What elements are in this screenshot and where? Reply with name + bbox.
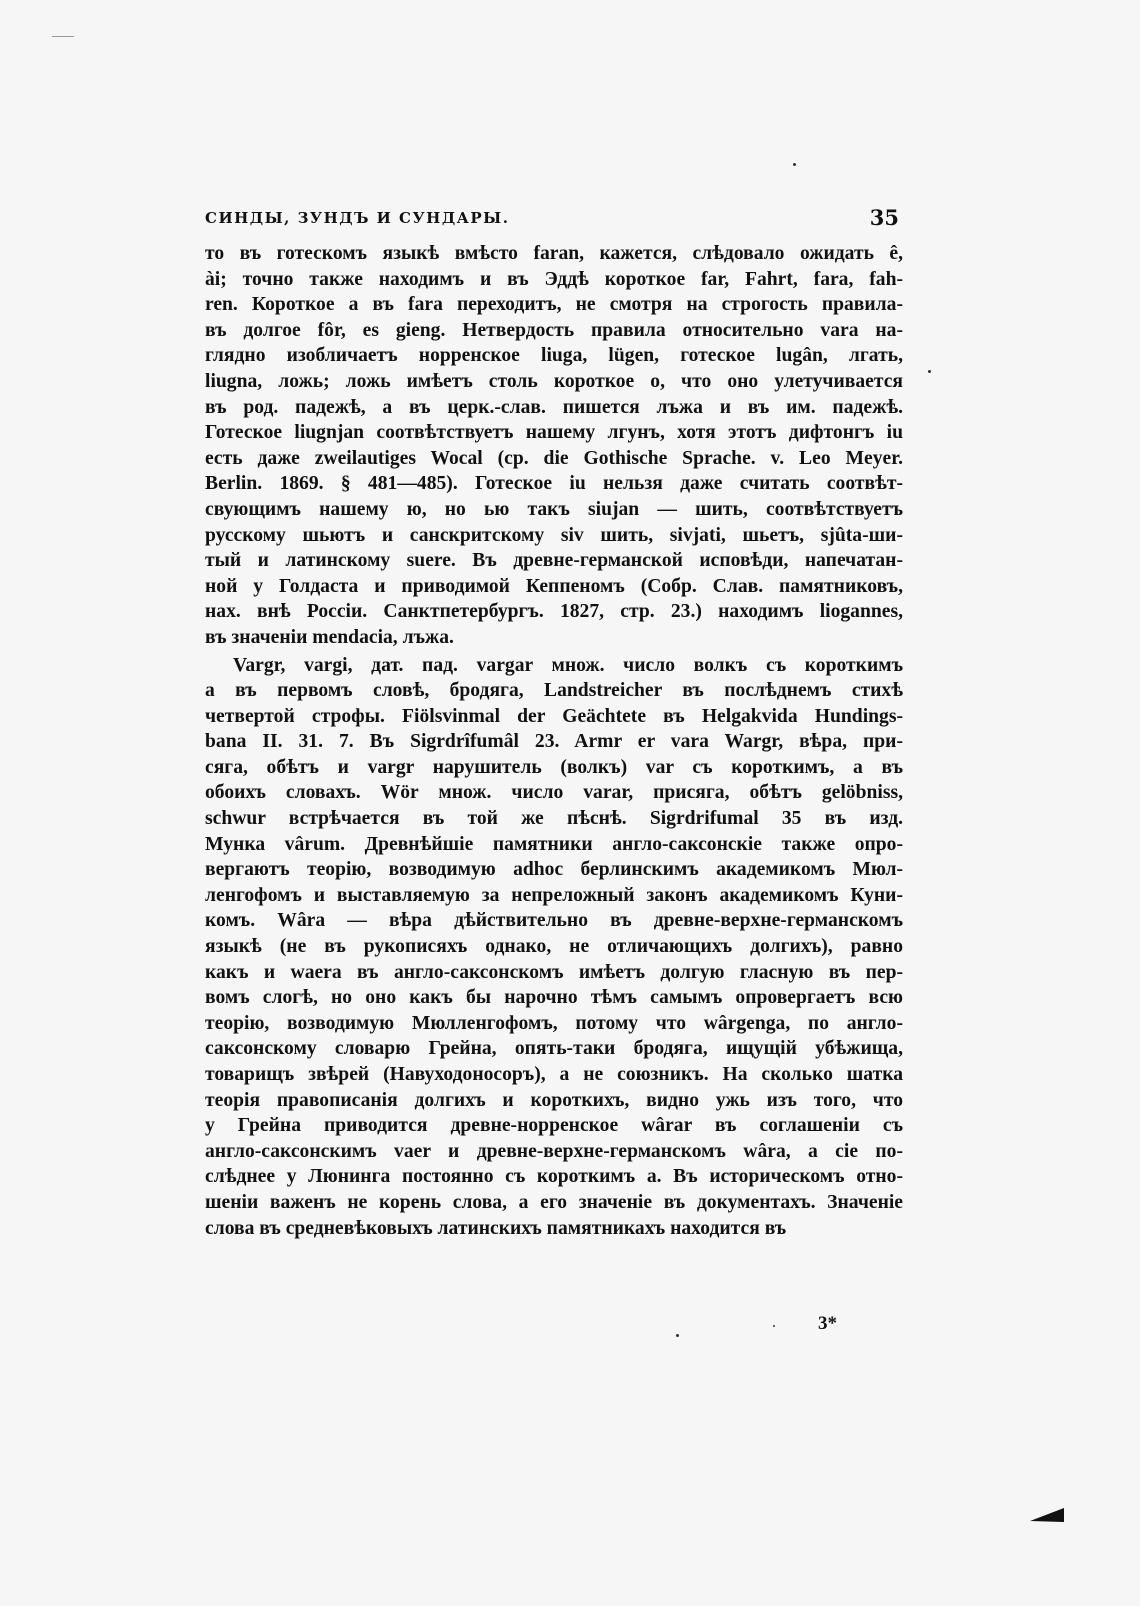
text-line: въ род. падежѣ, а въ церк.-слав. пишется лъжа и въ им. падежѣ. [205, 396, 903, 418]
text-line: комъ. Wâra — вѣра дѣйствительно въ древне-верхне-германскомъ [205, 910, 903, 932]
text-line: Berlin. 1869. § 481—485). Готеское iu нельзя даже считать соотвѣт- [205, 473, 903, 495]
signature-mark: 3* [818, 1313, 837, 1334]
text-line: слова въ средневѣковыхъ латинскихъ памятникахъ находится въ [205, 1217, 787, 1239]
text-line: четвертой строфы. Fiölsvinmal der Geächtete въ Helgakvida Hundings- [205, 705, 903, 727]
text-line: въ значеніи mendacia, лъжа. [205, 626, 454, 648]
text-line: шеніи важенъ не корень слова, а его значеніе въ документахъ. Значеніе [205, 1191, 903, 1213]
text-line: саксонскому словарю Грейна, опять-таки бродяга, ищущій убѣжища, [205, 1038, 903, 1060]
text-line: Мунка vârum. Древнѣйшіе памятники англо-саксонскіе также опро- [205, 833, 903, 855]
text-line: liugna, ложь; ложь имѣетъ столь короткое o, что оно улетучивается [205, 370, 903, 392]
paragraph [205, 241, 903, 651]
text-line: въ долгое fôr, es gieng. Нетвердость правила относительно vara на- [205, 319, 903, 341]
page-header [0, 205, 905, 235]
text-line: нах. внѣ Россіи. Санктпетербургъ. 1827, стр. 23.) находимъ liogannes, [205, 601, 903, 623]
ink-speck [928, 370, 931, 373]
paragraph [205, 653, 903, 1242]
text-line: тый и латинскому suere. Въ древне-германской исповѣди, напечатан- [205, 550, 903, 572]
text-line: schwur встрѣчается въ той же пѣснѣ. Sigrdrifumal 35 въ изд. [205, 808, 903, 830]
text-line: языкѣ (не въ рукописяхъ однако, не отличающихъ долгихъ), равно [205, 936, 903, 958]
ink-speck [793, 163, 796, 166]
text-line: ленгофомъ и выставляемую за непреложный законъ академикомъ Куни- [205, 884, 903, 906]
text-line: вергаютъ теорію, возводимую adhoc берлинскимъ академикомъ Мюл- [205, 859, 903, 881]
ink-speck [676, 1334, 679, 1337]
text-line: обоихъ словахъ. Wör множ. число varar, присяга, обѣтъ gelöbniss, [205, 782, 903, 804]
text-line: то въ готескомъ языкѣ вмѣсто faran, кажется, слѣдовало ожидать ê, [205, 243, 903, 264]
text-line: англо-саксонскимъ vaer и древне-верхне-германскомъ wâra, а сіе по- [205, 1140, 903, 1162]
text-line: есть даже zweilautiges Wocal (ср. die Gothische Sprache. v. Leo Meyer. [205, 447, 903, 469]
corner-mark [52, 36, 74, 37]
text-line: Готеское liugnjan соотвѣтствуетъ нашему лгунъ, хотя этотъ дифтонгъ iu [205, 422, 903, 444]
text-line: вомъ слогѣ, но оно какъ бы нарочно тѣмъ самымъ опровергаетъ всю [205, 987, 903, 1009]
text-line: ài; точно также находимъ и въ Эддѣ короткое far, Fahrt, fara, fah- [205, 268, 903, 290]
text-line: теорію, возводимую Мюлленгофомъ, потому что wârgenga, по англо- [205, 1012, 903, 1034]
text-line: слѣднее у Люнинга постоянно съ короткимъ a. Въ историческомъ отно- [205, 1166, 903, 1188]
page-edge-mark [1030, 1508, 1064, 1522]
text-line: bana II. 31. 7. Въ Sigrdrîfumâl 23. Armr er vara Wargr, вѣра, при- [205, 731, 903, 753]
body-text [205, 241, 903, 1241]
text-line: глядно изобличаетъ норренское liuga, lügen, готеское lugân, лгать, [205, 345, 903, 367]
text-line: теорія правописанія долгихъ и короткихъ, видно ужь изъ того, что [205, 1089, 903, 1111]
text-line: ren. Короткое a въ fara переходитъ, не смотря на строгость правила- [205, 294, 903, 316]
text-line: Vargr, vargi, дат. пад. vargar множ. число волкъ съ короткимъ [233, 654, 903, 676]
text-line: какъ и waera въ англо-саксонскомъ имѣетъ долгую гласную въ пер- [205, 961, 903, 983]
text-line: сяга, обѣтъ и vargr нарушитель (волкъ) var съ короткимъ, а въ [205, 756, 903, 778]
text-line: свующимъ нашему ю, но ью такъ siujan — шить, соотвѣтствуетъ [205, 498, 903, 520]
text-line: у Грейна приводится древне-норренское wârar въ соглашеніи съ [205, 1115, 903, 1137]
running-head: СИНДЫ, ЗУНДЪ И СУНДАРЫ. [205, 209, 510, 227]
text-line: товарищъ звѣрей (Навуходоносоръ), а не союзникъ. На сколько шатка [205, 1064, 903, 1085]
text-line: русскому шьютъ и санскритскому siv шить, sivjati, шьетъ, sjûta-ши- [205, 524, 903, 546]
text-line: a въ первомъ словѣ, бродяга, Landstreicher въ послѣднемъ стихѣ [205, 680, 903, 702]
text-line: ной у Голдаста и приводимой Кеппеномъ (Собр. Слав. памятниковъ, [205, 575, 903, 597]
ink-speck [773, 1325, 775, 1327]
page-number: 35 [869, 205, 899, 230]
